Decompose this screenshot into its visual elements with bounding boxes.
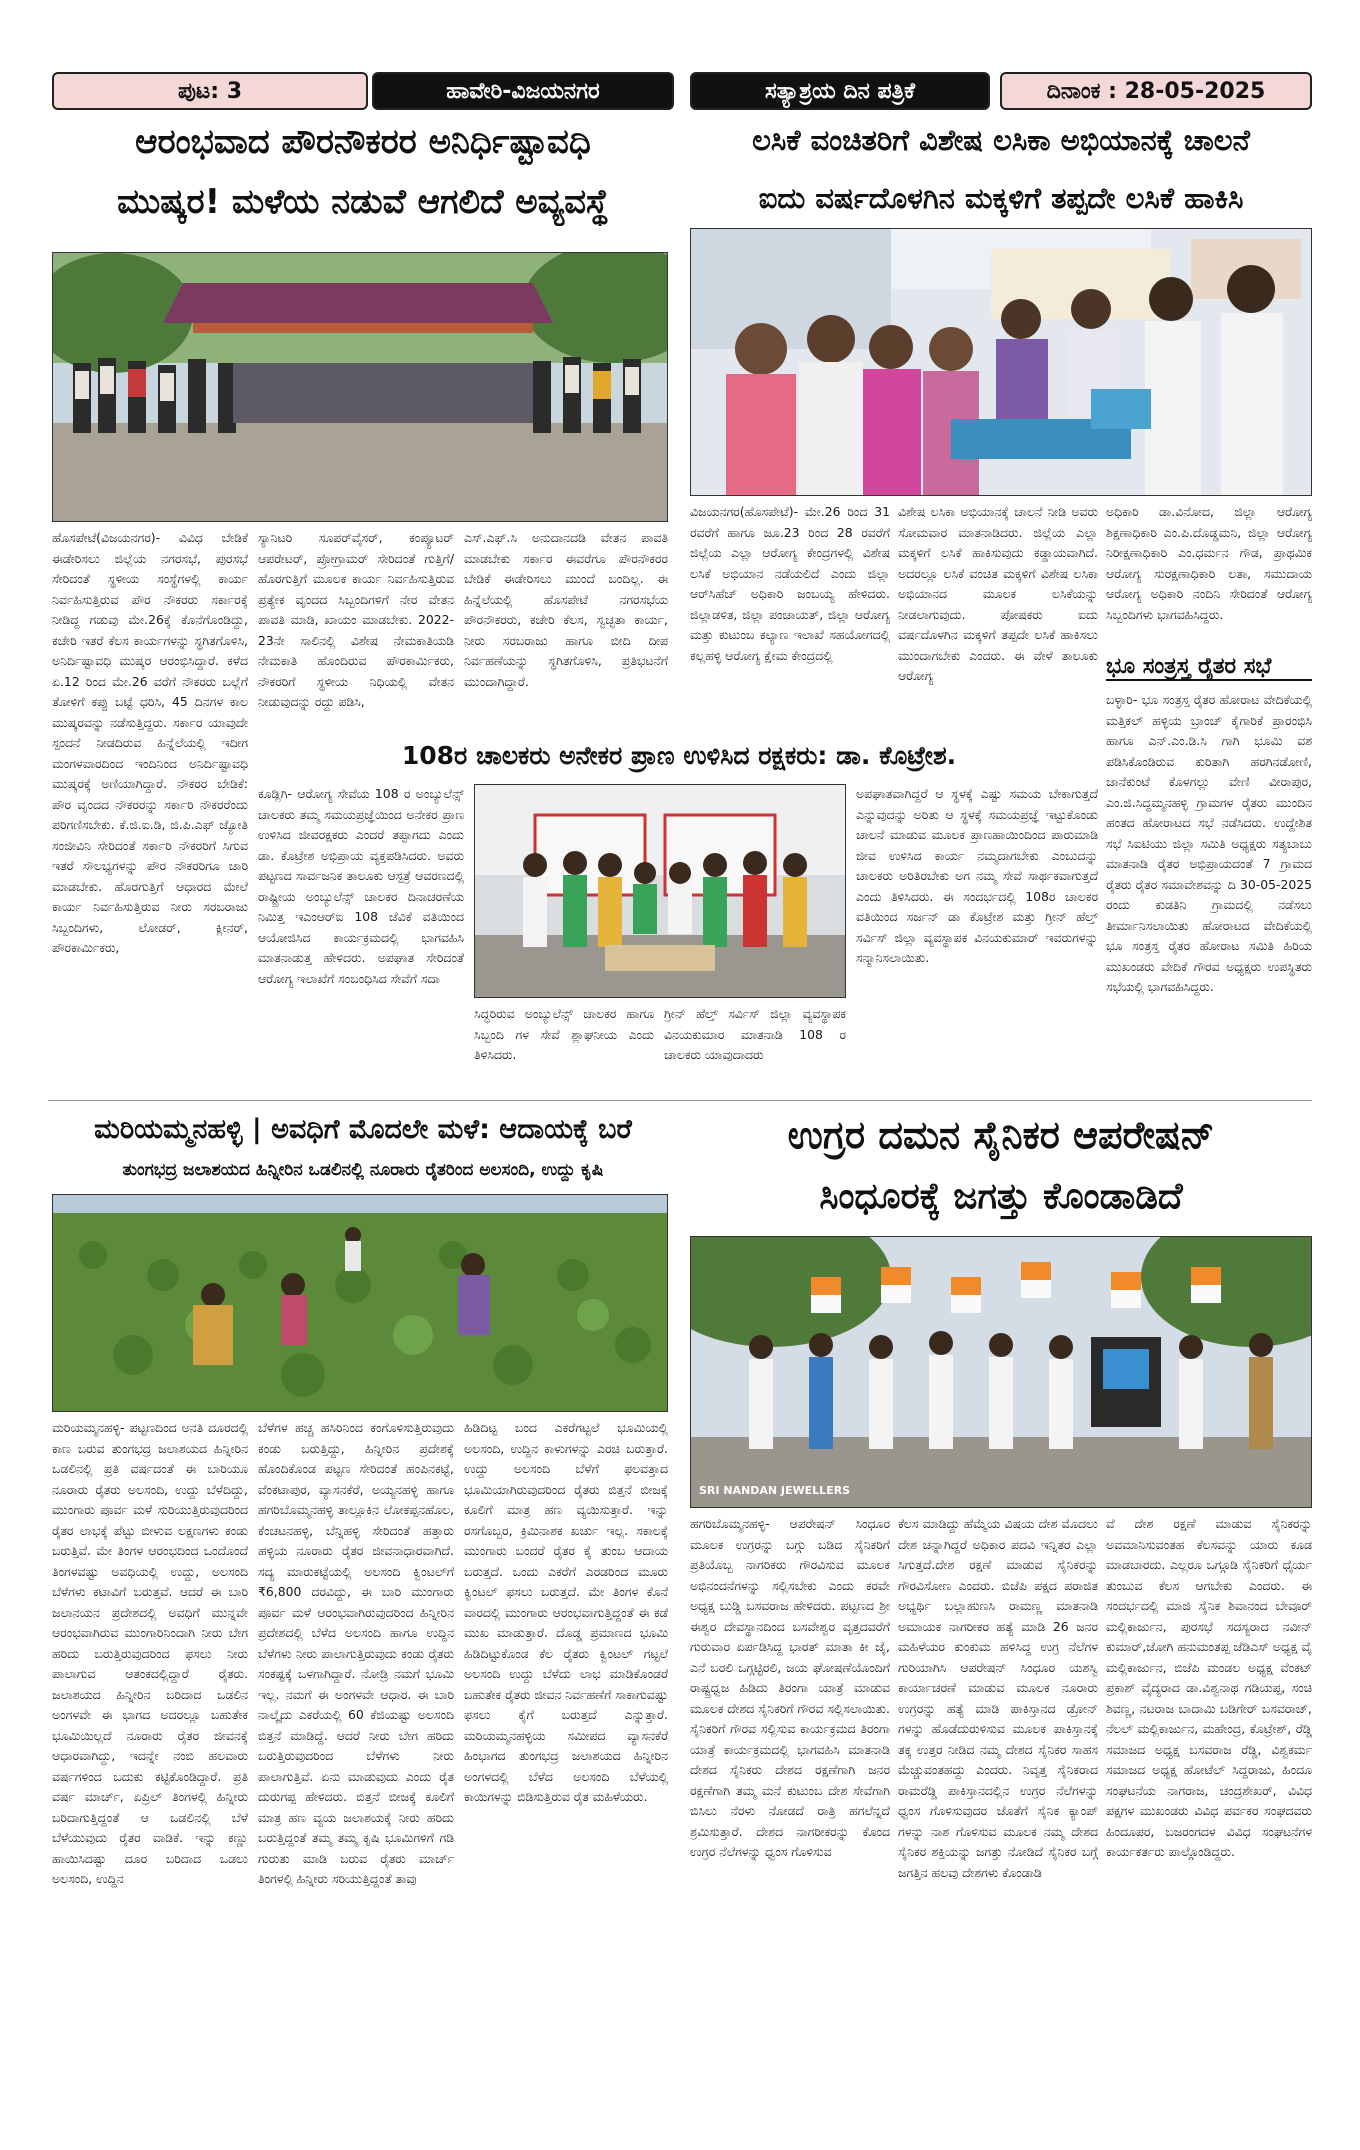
page-number: ಪುಟ: 3 — [177, 78, 243, 104]
story5-subheadline: ತುಂಗಭದ್ರ ಜಲಾಶಯದ ಹಿನ್ನೀರಿನ ಒಡಲಿನಲ್ಲಿ ನೂರಾರು ರೈತರಿಂದ ಅಲಸಂದಿ, ಉದ್ದು ಕೃಷಿ — [122, 1160, 604, 1180]
story1-column-3: ಎಸ್.ಎಫ್.ಸಿ ಅನುದಾನದಡಿ ವೇತನ ಪಾವತಿ ಮಾಡಬೇಕು ಸರ್ಕಾರ ಈವರೆಗೂ ಪೌರನೌಕರರ ಬೇಡಿಕೆ ಈಡೇರಿಸಲು ಮುಂದೆ ಬಂದಿಲ್ಲ. ಈ ಹಿನ್ನೆಲೆಯಲ್ಲಿ ಹೊಸಪೇಟೆ ನಗರಸಭೆಯ ಪೌರನೌಕರರು, ಕಚೇರಿ ಕೆಲಸ, ಸ್ವಚ್ಛತಾ ಕಾರ್ಯ, ನೀರು ಸರಬರಾಜು ಹಾಗೂ ಬೀದಿ ದೀಪ ನಿರ್ವಹಣೆಯನ್ನು ಸ್ಥಗಿತಗೊಳಿಸಿ, ಪ್ರತಿಭಟನೆಗೆ ಮುಂದಾಗಿದ್ದಾರೆ. — [464, 530, 668, 689]
paper-name-box — [690, 72, 990, 110]
vaccination-drive-photo — [690, 228, 1312, 496]
date-box — [1000, 72, 1312, 110]
region-box — [372, 72, 674, 110]
region-name: ಹಾವೇರಿ-ವಿಜಯನಗರ — [446, 78, 600, 104]
story5-column-2: ಬೆಳೆಗಳ ಹಚ್ಚ ಹಸಿರಿನಿಂದ ಕಂಗೊಳಿಸುತ್ತಿರುವುದು ಕಂಡು ಬರುತ್ತಿದ್ದು, ಹಿನ್ನೀರಿನ ಪ್ರದೇಶಕ್ಕೆ ಹೊಂದಿಕೊಂಡ ಪಟ್ಟಣ ಸೇರಿದಂತೆ ಹಂಪಿನಕಟ್ಟೆ, ವೆಂಕಟಾಪುರ, ವ್ಯಾಸನಕೆರೆ, ಅಯ್ಯನಹಳ್ಳಿ ಹಾಗೂ ಹಗರಿಬೊಮ್ಮನಹಳ್ಳಿ ತಾಲ್ಲೂಕಿನ ಲೋಕಪ್ಪನಹೊಲ, ಕೆಂಚಟನಹಳ್ಳಿ, ಬೆನ್ನಿಹಳ್ಳಿ ಸೇರಿದಂತೆ ಹತ್ತಾರು ಹಳ್ಳಿಯ ನೂರಾರು ರೈತರ ಜೀವನಾಧಾರವಾಗಿದೆ. ಸದ್ಯ ಮಾರುಕಟ್ಟೆಯಲ್ಲಿ ಅಲಸಂದಿ ಕ್ವಿಂಟಲ್‌ಗೆ ₹6,800 ದರವಿದ್ದು, ಈ ಬಾರಿ ಮುಂಗಾರು ಪೂರ್ವ ಮಳೆ ಆರಂಭವಾಗಿರುವುದರಿಂದ ಹಿನ್ನೀರಿನ ಪ್ರದೇಶದಲ್ಲಿ ಬೆಳೆದ ಅಲಸಂದಿ ಹಾಗೂ ಉದ್ದಿನ ಬೆಳೆಗಳು ನೀರು ಪಾಲಾಗುತ್ತಿರುವುದು ಕಂಡು ರೈತರು ಸಂಕಷ್ಟಕ್ಕೆ ಒಳಗಾಗಿದ್ದಾರೆ. ನೋಡ್ರಿ ನಮಗೆ ಭೂಮಿ ಇಲ್ಲ. ನಮಗೆ ಈ ಅಂಗಳವೇ ಆಧಾರ. ಈ ಬಾರಿ ನಾಲ್ಕೈದು ಎಕರೆಯಲ್ಲಿ 60 ಕೆಜಿಯಷ್ಟು ಅಲಸಂದಿ ಬಿತ್ತನೆ ಮಾಡಿದ್ದೆ. ಆದರೆ ನೀರು ಬೇಗ ಹರಿದು ಬರುತ್ತಿರುವುದರಿಂದ ಬೆಳೆಗಳು ನೀರು ಪಾಲಾಗುತ್ತಿವೆ. ಏನು ಮಾಡುವುದು ಎಂದು ರೈತ ದುರುಗಪ್ಪ ಹೇಳಿದರು. ಬಿತ್ತನೆ ಬೀಜಕ್ಕೆ ಕೂಲಿಗೆ ಮಾತ್ರ ಹಣ ವ್ಯಯ ಜಲಾಶಯಕ್ಕೆ ನೀರು ಹರಿದು ಬರುತ್ತಿದ್ದಂತೆ ತಮ್ಮ ತಮ್ಮ ಕೃಷಿ ಭೂಮಿಗಳಿಗೆ ಗಡಿ ಗುರುತು ಮಾಡಿ ಬರುವ ರೈತರು ಮಾರ್ಚ್ ತಿಂಗಳಲ್ಲಿ ಹಿನ್ನೀರು ಸರಿಯುತ್ತಿದ್ದಂತೆ ತಾವು — [258, 1420, 454, 1886]
story5-headline: ಮರಿಯಮ್ಮನಹಳ್ಳಿ | ಅವಧಿಗೆ ಮೊದಲೇ ಮಳೆ: ಆದಾಯಕ್ಕೆ ಬರೆ — [94, 1114, 632, 1145]
story4-column-4: ಅಪಘಾತವಾಗಿದ್ದರೆ ಆ ಸ್ಥಳಕ್ಕೆ ಎಷ್ಟು ಸಮಯ ಬೇಕಾಗುತ್ತದೆ ಎನ್ನುವುದನ್ನು ಅರಿತು ಆ ಸ್ಥಳಕ್ಕೆ ಸಮಯಪ್ರಜ್ಞೆ ಇಟ್ಟುಕೊಂಡು ಚಾಲನೆ ಮಾಡುವ ಮೂಲಕ ಪ್ರಾಣಹಾಯಿಂದಿಂದ ಪಾರುಮಾಡಿ ಜೀವ ಉಳಿಸಿದ ಕಾರ್ಯ ನಮ್ಮದಾಗಬೇಕು ಎಂಬುದನ್ನು ಚಾಲಕರು ಅರಿತಿರಬೇಕು ಅಗ ನಮ್ಮ ಸೇವೆ ಸಾರ್ಥಕವಾಗುತ್ತದೆ ಎಂದು ತಿಳಿಸಿದರು. ಈ ಸಂದರ್ಭದಲ್ಲಿ 108ರ ಚಾಲಕರ ವತಿಯಿಂದ ಸರ್ಜನ್ ಡಾ ಕೊಟ್ರೇಶ ಮತ್ತು ಗ್ರೀನ್ ಹೆಲ್ತ್ ಸರ್ವಿಸ್ ಜಿಲ್ಲಾ ವ್ಯವಸ್ಥಾಪಕ ವಿನಯಕುಮಾರ್ ಇವರುಗಳನ್ನು ಸನ್ಮಾನಿಸಲಾಯಿತು. — [856, 786, 1098, 965]
story3-body: ಬಳ್ಳಾರಿ- ಭೂ ಸಂತ್ರಸ್ತ ರೈತರ ಹೋರಾಟ ವೇದಿಕೆಯಲ್ಲಿ ಮತ್ತಿಕಲ್ ಹಳ್ಳಿಯ ಬ್ರಾಂಚ್ ಕೈಗಾರಿಕೆ ಪ್ರಾರಂಭಿಸಿ ಹಾಗೂ ಎನ್.ಎಂ.ಡಿ.ಸಿ ಗಾಗಿ ಭೂಮಿ ವಶ ಪಡಿಸಿಕೊಂಡಿರುವ ಕುರಿತಾಗಿ ಹರಗಿನಡೋಣಿ, ಜಾನೆಕುಂಟೆ ಕೊಳಗಲ್ಲು ವೇಣಿ ವೀರಾಪುರ, ಎಂ.ಜಿ.ಸಿದ್ದಮ್ಮನಹಳ್ಳಿ ಗ್ರಾಮಗಳ ರೈತರು ಮುಂದಿನ ಹಂತದ ಹೋರಾಟದ ಸಭೆ ನಡೆಸಿದರು. ಉದ್ದೇಶಿತ ಸಭೆ ಸಿಐಟಿಯು ಜಿಲ್ಲಾ ಸಮಿತಿ ಅಧ್ಯಕ್ಷರು ಸತ್ಯಬಾಬು ಮಾತನಾಡಿ ರೈತರ ಅಭಿಪ್ರಾಯದಂತೆ 7 ಗ್ರಾಮದ ರೈತರು ರೈತರ ಸಮಾವೇಶವನ್ನು ದಿ 30-05-2025 ರಂದು ಕುಡತಿನಿ ಗ್ರಾಮದಲ್ಲಿ ನಡೆಸಲು ತೀರ್ಮಾನಿಸಲಾಯಿತು ಹೋರಾಟದ ವೇದಿಕೆಯಲ್ಲಿ ಭೂ ಸಂತ್ರಸ್ತ ರೈತರ ಹೋರಾಟ ಸಮಿತಿ ಹಿರಿಯ ಮುಖಂಡರು ವೇದಿಕೆ ಗೌರವ ಅಧ್ಯಕ್ಷರು ಉಪಸ್ಥಿತರು ಸಭೆಯಲ್ಲಿ ಭಾಗವಹಿಸಿದ್ದರು. — [1106, 692, 1312, 994]
story6-headline-line2: ಸಿಂಧೂರಕ್ಕೆ ಜಗತ್ತು ಕೊಂಡಾಡಿದೆ — [819, 1176, 1183, 1217]
story6-column-2: ಕೆಲಸ ಮಾಡಿದ್ದು ಹೆಮ್ಮೆಯ ವಿಷಯ ದೇಶ ಮೊದಲು ದೇಶ ಚನ್ನಾಗಿದ್ದರೆ ಅಧಿಕಾರ ಪದವಿ ಇನ್ನಿತರ ಎಲ್ಲಾ ಸಿಗುತ್ತದೆ.ದೇಶ ರಕ್ಷಣೆ ಮಾಡುವ ಸೈನಿಕರನ್ನು ಗೌರವಿಸೋಣ ಎಂದರು. ಬಿಜೆಪಿ ಪಕ್ಷದ ಪರಾಜಿತ ಅಭ್ಯರ್ಥಿ ಬಲ್ಲಾಹುಣಸಿ ರಾಮಣ್ಣ ಮಾತನಾಡಿ ಅಮಾಯಕ ನಾಗರೀಕರ ಹತ್ಯೆ ಮಾಡಿ 26 ಜನರ ಮಹಿಳೆಯರ ಕುಂಕುಮ ಹಳಿಸಿದ್ದ ಉಗ್ರ ನೆಲೆಗಳ ಗುರಿಯಾಗಿಸಿ ಆಪರೇಷನ್ ಸಿಂಧೂರ ಯಶಸ್ವಿ ಕಾರ್ಯಾಚರಣೆ ಮಾಡುವ ಮೂಲಕ ನೂರಾರು ಉಗ್ರರನ್ನು ಹತ್ಯೆ ಮಾಡಿ ಪಾಕಿಸ್ತಾನದ ಡ್ರೋನ್ ಗಳನ್ನು ಹೊಡೆದುರುಳಿಸುವ ಮೂಲಕ ಪಾಕಿಸ್ತಾನಕ್ಕೆ ತಕ್ಕ ಉತ್ತರ ನೀಡಿದ ನಮ್ಮ ದೇಶದ ಸೈನಿಕರ ಸಾಹಸ ಮೆಚ್ಚುವಂತಹದ್ದು ಎಂದರು. ನಿವೃತ್ತ ಸೈನಿಕರಾದ ರಾಮರೆಡ್ಡಿ ಪಾಕಿಸ್ತಾನದಲ್ಲಿನ ಉಗ್ರರ ನೆಲೆಗಳನ್ನು ಧ್ವಂಸ ಗೊಳಿಸುವುದರ ಜೊತೆಗೆ ಸೈನಿಕ ಕ್ಯಾಂಪ್ ಗಳನ್ನು ನಾಶ ಗೊಳಿಸುವ ಮೂಲಕ ನಮ್ಮ ದೇಶದ ಸೈನಿಕರ ಶಕ್ತಿಯನ್ನು ಜಗತ್ತು ನೋಡಿದೆ ಸೈನಿಕರ ಬಗ್ಗೆ ಜಗತ್ತಿನ ಹಲವು ದೇಶಗಳು ಕೊಂಡಾಡಿ — [898, 1516, 1098, 1880]
tiranga-rally-photo — [690, 1236, 1312, 1508]
rally-photo-caption: SRI NANDAN JEWELLERS — [699, 1484, 851, 1497]
story1-column-1: ಹೊಸಪೇಟೆ(ವಿಜಯನಗರ)- ವಿವಿಧ ಬೇಡಿಕೆ ಈಡೇರಿಸಲು ಜಿಲ್ಲೆಯ ನಗರಸಭೆ, ಪುರಸಭೆ ಸೇರಿದಂತೆ ಸ್ಥಳೀಯ ಸಂಸ್ಥೆಗಳಲ್ಲಿ ಕಾರ್ಯ ನಿರ್ವಹಿಸುತ್ತಿರುವ ಪೌರ ನೌಕರರು ಸರ್ಕಾರಕ್ಕೆ ನೀಡಿದ್ದ ಗಡುವು ಮೇ.26ಕ್ಕೆ ಕೊನೆಗೊಂಡಿದ್ದು, ಕಚೇರಿ ಇತರೆ ಕೆಲಸ ಕಾರ್ಯಗಳನ್ನು ಸ್ಥಗಿತಗೊಳಿಸಿ, ಅನಿರ್ದಿಷ್ಟಾವಧಿ ಮುಷ್ಕರ ಆರಂಭಿಸಿದ್ದಾರೆ. ಕಳೆದ ಏ.12 ರಿಂದ ಮೇ.26 ವರೆಗೆ ನೌಕರರು ಬಲ್ಲೆಗೆ ತೋಳಿಗೆ ಕಪ್ಪು ಬಟ್ಟೆ ಧರಿಸಿ, 45 ದಿನಗಳ ಕಾಲ ಮುಷ್ಕರವನ್ನು ನಡೆಸುತ್ತಿದ್ದರು. ಸರ್ಕಾರ ಯಾವುದೇ ಸ್ಪಂದನೆ ನೀಡದಿರುವ ಹಿನ್ನೆಲೆಯಲ್ಲಿ ಇದೀಗ ಮಂಗಳವಾರದಿಂದ ಇಂದಿನಿಂದ ಅನಿರ್ದಿಷ್ಟಾವಧಿ ಮುಷ್ಕರಕ್ಕೆ ಅಣಿಯಾಗಿದ್ದಾರೆ. ನೌಕರರ ಬೇಡಿಕೆ: ಪೌರ ವೃಂದದ ನೌಕರರನ್ನು ಸರ್ಕಾರಿ ನೌಕರರೆಂದು ಪರಿಗಣಿಸಬೇಕು. ಕೆ.ಜಿ.ಐ.ಡಿ, ಜಿ.ಪಿ.ಎಫ್ ಜ್ಯೋತಿ ಸಂಜೀವಿನಿ ಸೇರಿದಂತೆ ಸರ್ಕಾರಿ ನೌಕರರಿಗೆ ಸಿಗುವ ಇತರೆ ಸೌಲಭ್ಯಗಳನ್ನು ಪೌರ ನೌಕರರಿಗೂ ಜಾರಿ ಮಾಡಬೇಕು. ಹೊರಗುತ್ತಿಗೆ ಆಧಾರದ ಮೇಲೆ ಕಾರ್ಯ ನಿರ್ವಹಿಸುತ್ತಿರುವ ನೀರು ಸರಬರಾಜು ಸಿಬ್ಬಂದಿಗಳು, ಲೋಡರ್, ಕ್ಲೀನರ್, ಪೌರಕಾರ್ಮಿಕರು, — [52, 530, 248, 955]
ambulance-drivers-photo — [474, 784, 846, 998]
story4-column-2: ಸಿದ್ಧರಿರುವ ಅಂಬ್ಯುಲೆನ್ಸ್ ಚಾಲಕರ ಹಾಗೂ ಸಿಬ್ಬಂದಿ ಗಳ ಸೇವೆ ಶ್ಲಾಘನೀಯ ಎಂದು ತಿಳಿಸಿದರು. — [474, 1006, 654, 1062]
protest-crowd-photo — [52, 252, 668, 522]
story5-column-3: ಹಿಡಿದಿಟ್ಟ ಬಂದ ಎಕರೆಗಟ್ಟಲೆ ಭೂಮಿಯಲ್ಲಿ ಅಲಸಂದಿ, ಉದ್ದಿನ ಕಾಳುಗಳನ್ನು ಎರಚಿ ಬರುತ್ತಾರೆ. ಉದ್ದು ಅಲಸಂದಿ ಬೆಳೆಗೆ ಫಲವತ್ತಾದ ಭೂಮಿಯಾಗಿರುವುದರಿಂದ ರೈತರು ಬಿತ್ತನೆ ಬೀಜಕ್ಕೆ ಕೂಲಿಗೆ ಮಾತ್ರ ಹಣ ವ್ಯಯಿಸುತ್ತಾರೆ. ಇನ್ನು ರಸಗೊಬ್ಬರ, ಕ್ರಿಮಿನಾಶಕ ಖರ್ಚು ಇಲ್ಲ. ಸಕಾಲಕ್ಕೆ ಮುಂಗಾರು ಬಂದರೆ ರೈತರ ಕೈ ತುಂಬ ಆದಾಯ ಬರುತ್ತದೆ. ಒಂದು ಎಕರೆಗೆ ಎರಡರಿಂದ ಮೂರು ಕ್ವಿಂಟಲ್ ಫಸಲು ಬರುತ್ತದೆ. ಮೇ ತಿಂಗಳ ಕೊನೆ ವಾರದಲ್ಲಿ ಮುಂಗಾರು ಆರಂಭವಾಗುತ್ತಿದ್ದಂತೆ ಈ ಕಡೆ ಮುಖ ಮಾಡುತ್ತಾರೆ. ದೊಡ್ಡ ಪ್ರಮಾಣದ ಭೂಮಿ ಹಿಡಿದಿಟ್ಟುಕೊಂಡ ಕೆಲ ರೈತರು ಕ್ವಿಂಟಲ್ ಗಟ್ಟಲೆ ಅಲಸಂದಿ ಉದ್ದು ಬೆಳೆದು ಲಾಭ ಮಾಡಿಕೊಂಡರೆ ಬಹುತೇಕ ರೈತರು ಜೀವನ ನಿರ್ವಹಣೆಗೆ ಸಾಕಾಗುವಷ್ಟು ಫಸಲು ಕೈಗೆ ಬರುತ್ತದೆ ಎನ್ನುತ್ತಾರೆ. ಮರಿಯಮ್ಮನಹಳ್ಳಿಯ ಸಮೀಪದ ವ್ಯಾಸನಕೆರೆ ಹಿಂಭಾಗದ ತುಂಗಭದ್ರ ಜಲಾಶಯದ ಹಿನ್ನೀರಿನ ಅಂಗಳದಲ್ಲಿ ಬೆಳೆದ ಅಲಸಂದಿ ಬೆಳೆಯಲ್ಲಿ ಕಾಯಿಗಳನ್ನು ಬಿಡಿಸುತ್ತಿರುವ ರೈತ ಮಹಿಳೆಯರು. — [464, 1420, 668, 1804]
story4-column-1: ಕೂಡ್ಲಿಗಿ- ಆರೋಗ್ಯ ಸೇವೆಯ 108 ರ ಅಂಬ್ಯುಲೆನ್ಸ್ ಚಾಲಕರು ತಮ್ಮ ಸಮಯಪ್ರಜ್ಞೆಯಿಂದ ಅನೇಕರ ಪ್ರಾಣ ಉಳಿಸಿದ ಜೀವರಕ್ಷಕರು ಎಂದರೆ ತಪ್ಪಾಗದು ಎಂದು ಡಾ. ಕೊಟ್ರೇಶ ಅಭಿಪ್ರಾಯ ವ್ಯಕ್ತಪಡಿಸಿದರು. ಅವರು ಪಟ್ಟಣದ ಸಾರ್ವಜನಿಕ ತಾಲೂಕು ಆಸ್ಪತ್ರೆ ಆವರಣದಲ್ಲಿ ರಾಷ್ಟ್ರೀಯ ಅಂಬ್ಯುಲೆನ್ಸ್ ಚಾಲಕರ ದಿನಾಚರಣೆಯ ನಿಮಿತ್ತ ಇಎಂಆರ್‌ಐ 108 ಜೆವಿಕೆ ವತಿಯಿಂದ ಆಯೋಜಿಸಿದ ಕಾರ್ಯಕ್ರಮದಲ್ಲಿ ಭಾಗವಹಿಸಿ ಮಾತನಾಡುತ್ತ ಹೇಳಿದರು. ಅಪಘಾತ ಸೇರಿದಂತೆ ಆರೋಗ್ಯ ಇಲಾಖೆಗೆ ಸಂಬಂಧಿಸಿದ ಸೇವೆಗೆ ಸದಾ — [258, 786, 464, 986]
story4-headline: 108ರ ಚಾಲಕರು ಅನೇಕರ ಪ್ರಾಣ ಉಳಿಸಿದ ರಕ್ಷಕರು: ಡಾ. ಕೊಟ್ರೇಶ. — [401, 741, 957, 770]
section-divider — [48, 1100, 1312, 1101]
story2-column-1: ವಿಜಯನಗರ(ಹೊಸಪೇಟೆ)- ಮೇ.26 ರಿಂದ 31 ರವರೆಗೆ ಹಾಗೂ ಜೂ.23 ರಿಂದ 28 ರವರೆಗೆ ಜಿಲ್ಲೆಯ ಎಲ್ಲಾ ಆರೋಗ್ಯ ಕೇಂದ್ರಗಳಲ್ಲಿ ವಿಶೇಷ ಲಸಿಕೆ ಅಭಿಯಾನ ನಡೆಯಲಿದೆ ಎಂದು ಜಿಲ್ಲಾ ಆರ್‌ಸಿಹೆಚ್ ಅಧಿಕಾರಿ ಜಂಬಯ್ಯ ಹೇಳಿದರು. ಜಿಲ್ಲಾಡಳಿತ, ಜಿಲ್ಲಾ ಪಂಚಾಯತ್, ಜಿಲ್ಲಾ ಆರೋಗ್ಯ ಮತ್ತು ಕುಟುಂಬ ಕಲ್ಯಾಣ ಇಲಾಖೆ ಸಹಯೋಗದಲ್ಲಿ ಕಲ್ಲಹಳ್ಳಿ ಆರೋಗ್ಯ ಕ್ಷೇಮ ಕೇಂದ್ರದಲ್ಲಿ — [690, 504, 890, 663]
story3-subhead: ಭೂ ಸಂತ್ರಸ್ತ ರೈತರ ಸಭೆ — [1106, 654, 1312, 681]
story6-column-3: ವೆ ದೇಶ ರಕ್ಷಣೆ ಮಾಡುವ ಸೈನಿಕರನ್ನು ಅವಮಾನಿಸುವಂತಹ ಕೆಲಸವನ್ನು ಯಾರು ಕೂಡ ಮಾಡಬಾರದು. ಎಲ್ಲರೂ ಒಗ್ಗೂಡಿ ಸೈನಿಕರಿಗೆ ಧೈರ್ಯ ತುಂಬುವ ಕೆಲಸ ಆಗಬೇಕು ಎಂದರು. ಈ ಸಂದರ್ಭದಲ್ಲಿ ಮಾಜಿ ಸೈನಿಕ ಶಿವಾನಂದ ಬೇವೂರ್ ಮಲ್ಲಿಕಾರ್ಜುನ, ಪುರಸಭೆ ಸದಸ್ಯರಾದ ನವೀನ್ ಕುಮಾರ್,ಜೋಗಿ ಹನುಮಂತಪ್ಪ ಜೆಡಿಎಸ್ ಅಧ್ಯಕ್ಷ ವೈ ಮಲ್ಲಿಕಾರ್ಜುನ, ಬಿಜೆಪಿ ಮಂಡಲ ಅಧ್ಯಕ್ಷ ವೆಂಕಟ್ ಪ್ರಕಾಶ್ ವೈದ್ಯರಾದ ಡಾ.ವಿಶ್ವನಾಥ ಗಡಿಯಪ್ಪ, ಸಂಚಿ ಶಿವಣ್ಣ, ನಟರಾಜ ಬಾದಾಮಿ ಬಡಿಗೇರ್ ಬಸವರಾಜ್, ನೆಲಲ್ ಮಲ್ಲಿಕಾರ್ಜುನ, ಮಹೇಂದ್ರ, ಕೊಟ್ರೇಶ್, ರೆಡ್ಡಿ ಸಮಾಜದ ಅಧ್ಯಕ್ಷ ಬಸವರಾಜ ರೆಡ್ಡಿ, ವಿಶ್ವಕರ್ಮ ಸಮಾಜದ ಅಧ್ಯಕ್ಷ ಹೋಟೆಲ್ ಸಿದ್ದರಾಜು, ಹಿಂದೂ ಸಂಘಟನೆಯ ನಾಗರಾಜ, ಚಂದ್ರಶೇಖರ್, ವಿವಿಧ ಪಕ್ಷಗಳ ಮುಖಂಡರು ವಿವಿಧ ಪರ್ವಕರ ಸಂಘದವರು ಹಿಂದೂಪರ, ಬಜರಂಗದಳ ವಿವಿಧ ಸಂಘಟನೆಗಳ ಕಾರ್ಯಕರ್ತರು ಪಾಲ್ಗೊಂಡಿದ್ದರು. — [1106, 1516, 1312, 1859]
story6-column-1: ಹಗರಿಬೊಮ್ಮನಹಳ್ಳಿ- ಆಪರೇಷನ್ ಸಿಂಧೂರ ಮೂಲಕ ಉಗ್ರರನ್ನು ಬಗ್ಗು ಬಡಿದ ಸೈನಿಕರಿಗೆ ಪ್ರತಿಯೊಬ್ಬ ನಾಗರಿಕರು ಗೌರವಿಸುವ ಮೂಲಕ ಅಭಿನಂದನೆಗಳನ್ನು ಸಲ್ಲಿಸಬೇಕು ಎಂದು ಕರವೇ ಅಧ್ಯಕ್ಷ ಬುಡ್ಡಿ ಬಸವರಾಜ ಹೇಳಿದರು. ಪಟ್ಟಣದ ಶ್ರೀ ಈಶ್ವರ ದೇವಸ್ಥಾನದಿಂದ ಬಸವೇಶ್ವರ ವೃತ್ತದವರೆಗೆ ಗುರುವಾರ ಏರ್ಪಡಿಸಿದ್ದ ಭಾರತ್ ಮಾತಾ ಕೀ ಜೈ, ಎನೆ ಬರಲಿ ಒಗ್ಗಟ್ಟಿರಲಿ, ಜಯ ಘೋಷಣೆಯೊಂದಿಗೆ ರಾಷ್ಟ್ರಧ್ವಜ ಹಿಡಿದು ತಿರಂಗಾ ಯಾತ್ರೆ ಮಾಡುವ ಮೂಲಕ ದೇಶದ ಸೈನಿಕರಿಗೆ ಗೌರವ ಸಲ್ಲಿಸಲಾಯಿತು. ಸೈನಿಕರಿಗೆ ಗೌರವ ಸಲ್ಲಿಸುವ ಕಾರ್ಯಕ್ರಮದ ತಿರಂಗಾ ಯಾತ್ರೆ ಕಾರ್ಯಕ್ರಮದಲ್ಲಿ ಭಾಗವಹಿಸಿ ಮಾತನಾಡಿ ದೇಶದ ಸೈನಿಕರು ದೇಶದ ರಕ್ಷಣೆಗಾಗಿ ಜನರ ರಕ್ಷಣೆಗಾಗಿ ತಮ್ಮ ಮನೆ ಕುಟುಂಬ ದೇಶ ಸೇವೆಗಾಗಿ ಬಿಸಿಲು ನೆರಳು ನೋಡದೆ ರಾತ್ರಿ ಹಗಲೆನ್ನದೆ ಶ್ರಮಿಸುತ್ತಾರೆ. ದೇಶದ ನಾಗರೀಕರನ್ನು ಕೊಂದ ಉಗ್ರರ ನೆಲೆಗಳನ್ನು ಧ್ವಂಸ ಗೊಳಿಸುವ — [690, 1516, 890, 1859]
story6-headline-line1: ಉಗ್ರರ ದಮನ ಸೈನಿಕರ ಆಪರೇಷನ್ — [787, 1113, 1215, 1157]
story2-column-3: ಅಧಿಕಾರಿ ಡಾ.ವಿನೋದ, ಜಿಲ್ಲಾ ಆರೋಗ್ಯ ಶಿಕ್ಷಣಾಧಿಕಾರಿ ಎಂ.ಪಿ.ದೊಡ್ಡಮನಿ, ಜಿಲ್ಲಾ ಆರೋಗ್ಯ ನಿರೀಕ್ಷಣಾಧಿಕಾರಿ ಎಂ.ಧರ್ಮನ ಗೌಡ, ಪ್ರಾಥಮಿಕ ಆರೋಗ್ಯ ಸುರಕ್ಷಣಾಧಿಕಾರಿ ಲತಾ, ಸಮುದಾಯ ಆರೋಗ್ಯ ಅಧಿಕಾರಿ ನಂದಿನಿ ಸೇರಿದಂತೆ ಆರೋಗ್ಯ ಸಿಬ್ಬಂದಿಗಳು ಭಾಗವಹಿಸಿದ್ದರು. — [1106, 504, 1312, 622]
story2-headline-line1: ಲಸಿಕೆ ವಂಚಿತರಿಗೆ ವಿಶೇಷ ಲಸಿಕಾ ಅಭಿಯಾನಕ್ಕೆ ಚಾಲನೆ — [752, 123, 1250, 157]
story1-headline-line2: ಮುಷ್ಕರ! ಮಳೆಯ ನಡುವೆ ಆಗಲಿದೆ ಅವ್ಯವಸ್ಥೆ — [117, 182, 609, 222]
page-number-box — [52, 72, 368, 110]
story2-headline-line2: ಐದು ವರ್ಷದೊಳಗಿನ ಮಕ್ಕಳಿಗೆ ತಪ್ಪದೇ ಲಸಿಕೆ ಹಾಕಿಸಿ — [758, 181, 1244, 215]
issue-date: ದಿನಾಂಕ : 28-05-2025 — [1046, 78, 1266, 104]
story4-column-3: ಗ್ರೀನ್ ಹೆಲ್ತ್ ಸರ್ವಿಸ್ ಜಿಲ್ಲಾ ವ್ಯವಸ್ಥಾಪಕ ವಿನಯಕುಮಾರ ಮಾತನಾಡಿ 108 ರ ಚಾಲಕರು ಯಾವುದಾದರು — [664, 1006, 846, 1062]
field-workers-photo — [52, 1194, 668, 1412]
paper-name: ಸತ್ಯಾಶ್ರಯ ದಿನ ಪತ್ರಿಕೆ — [765, 78, 915, 104]
story5-column-1: ಮರಿಯಮ್ಮನಹಳ್ಳಿ- ಪಟ್ಟಣದಿಂದ ಅನತಿ ದೂರದಲ್ಲಿ ಕಾಣ ಬರುವ ತುಂಗಭದ್ರ ಜಲಾಶಯದ ಹಿನ್ನೀರಿನ ಒಡಲಿನಲ್ಲಿ ಪ್ರತಿ ವರ್ಷದಂತೆ ಈ ಬಾರಿಯೂ ನೂರಾರು ರೈತರು ಅಲಸಂದಿ, ಉದ್ದು ಬೆಳೆದಿದ್ದು, ಮುಂಗಾರು ಪೂರ್ವ ಮಳೆ ಸುರಿಯುತ್ತಿರುವುದರಿಂದ ರೈತರ ಲಾಭಕ್ಕೆ ಪೆಟ್ಟು ಬೀಳುವ ಲಕ್ಷಣಗಳು ಕಂಡು ಬರುತ್ತಿವೆ. ಮೇ ತಿಂಗಳ ಆರಂಭದಿಂದ ಒಂದೊಂದೆ ತಿಂಗಳವಷ್ಟು ಅವಧಿಯಲ್ಲಿ ಉದ್ದು, ಅಲಸಂದಿ ಬೆಳೆಗಳು ಕಟಾವಿಗೆ ಬರುತ್ತವೆ. ಆದರೆ ಈ ಬಾರಿ ಜಲಾನಯನ ಪ್ರದೇಶದಲ್ಲಿ ಅವಧಿಗೆ ಮುನ್ನವೇ ಆರಂಭವಾಗಿರುವ ಮುಂಗಾರಿನಿಂದಾಗಿ ನೀರು ಬೇಗ ಹರಿದು ಬರುತ್ತಿರುವುದರಿಂದ ಫಸಲು ನೀರು ಪಾಲಾಗುವ ಆತಂಕದಲ್ಲಿದ್ದಾರೆ ರೈತರು. ಜಲಾಶಯದ ಹಿನ್ನೀರಿನ ಬರಿದಾದ ಒಡಲಿನ ಅಂಗಳವೇ ಈ ಭಾಗದ ಅದರಲ್ಲೂ ಬಹುತೇಕ ಭೂಮಿಯಿಲ್ಲದೆ ನೂರಾರು ರೈತರ ಜೀವನಕ್ಕೆ ಆಧಾರವಾಗಿದ್ದು, ಇದನ್ನೇ ನಂಬಿ ಹಲವಾರು ವರ್ಷಗಳಿಂದ ಬದುಕು ಕಟ್ಟಿಕೊಂಡಿದ್ದಾರೆ. ಪ್ರತಿ ವರ್ಷ ಮಾರ್ಚ್, ಏಪ್ರಿಲ್ ತಿಂಗಳಲ್ಲಿ ಹಿನ್ನೀರು ಬರಿದಾಗುತ್ತಿದ್ದಂತೆ ಆ ಒಡಲಿನಲ್ಲಿ ಬೆಳೆ ಬೆಳೆಯುವುದು ರೈತರ ವಾಡಿಕೆ. ಇನ್ನು ಕಣ್ಣು ಹಾಯಿಸಿದಷ್ಟು ದೂರ ಬರಿದಾದ ಒಡಲು ಅಲಸಂದಿ, ಉದ್ದಿನ — [52, 1420, 248, 1886]
story2-column-2: ವಿಶೇಷ ಲಸಿಕಾ ಅಭಿಯಾನಕ್ಕೆ ಚಾಲನೆ ನೀಡಿ ಅವರು ಸೋಮವಾರ ಮಾತನಾಡಿದರು. ಜಿಲ್ಲೆಯ ಎಲ್ಲಾ ಮಕ್ಕಳಿಗೆ ಲಸಿಕೆ ಹಾಕಿಸುವುದು ಕಡ್ಡಾಯವಾಗಿದೆ. ಅದರಲ್ಲೂ ಲಸಿಕೆ ವಂಚಿತ ಮಕ್ಕಳಿಗೆ ವಿಶೇಷ ಲಸಿಕಾ ಅಭಿಯಾನದ ಮೂಲಕ ಲಸಿಕೆಯನ್ನು ನೀಡಲಾಗುವುದು. ಪೋಷಕರು ಐದು ವರ್ಷದೊಳಗಿನ ಮಕ್ಕಳಿಗೆ ತಪ್ಪದೇ ಲಸಿಕೆ ಹಾಕಿಸಲು ಮುಂದಾಗಬೇಕು ಎಂದರು. ಈ ವೇಳೆ ತಾಲೂಕು ಆರೋಗ್ಯ — [898, 504, 1098, 683]
story1-column-2: ಸ್ಯಾನಿಟರಿ ಸೂಪರ್‌ವೈಸರ್, ಕಂಪ್ಯೂಟರ್ ಆಪರೇಟರ್, ಪ್ರೋಗ್ರಾಮರ್ ಸೇರಿದಂತೆ ಗುತ್ತಿಗೆ/ ಹೊರಗುತ್ತಿಗೆ ಮೂಲಕ ಕಾರ್ಯ ನಿರ್ವಹಿಸುತ್ತಿರುವ ಪ್ರತ್ಯೇಕ ವೃಂದದ ಸಿಬ್ಬಂದಿಗಳಿಗೆ ನೇರ ವೇತನ ಪಾವತಿ ಮಾಡಿ, ಖಾಯಂ ಮಾಡಬೇಕು. 2022-23ನೇ ಸಾಲಿನಲ್ಲಿ ವಿಶೇಷ ನೇಮಕಾತಿಯಡಿ ನೇಮಕಾತಿ ಹೊಂದಿರುವ ಪೌರಕಾರ್ಮಿಕರು, ನೌಕರರಿಗೆ ಸ್ಥಳೀಯ ನಿಧಿಯಲ್ಲಿ ವೇತನ ನೀಡುವುದನ್ನು ರದ್ದು ಪಡಿಸಿ, — [258, 530, 454, 709]
story1-headline-line1: ಆರಂಭವಾದ ಪೌರನೌಕರರ ಅನಿರ್ಧಿಷ್ಟಾವಧಿ — [135, 122, 591, 162]
